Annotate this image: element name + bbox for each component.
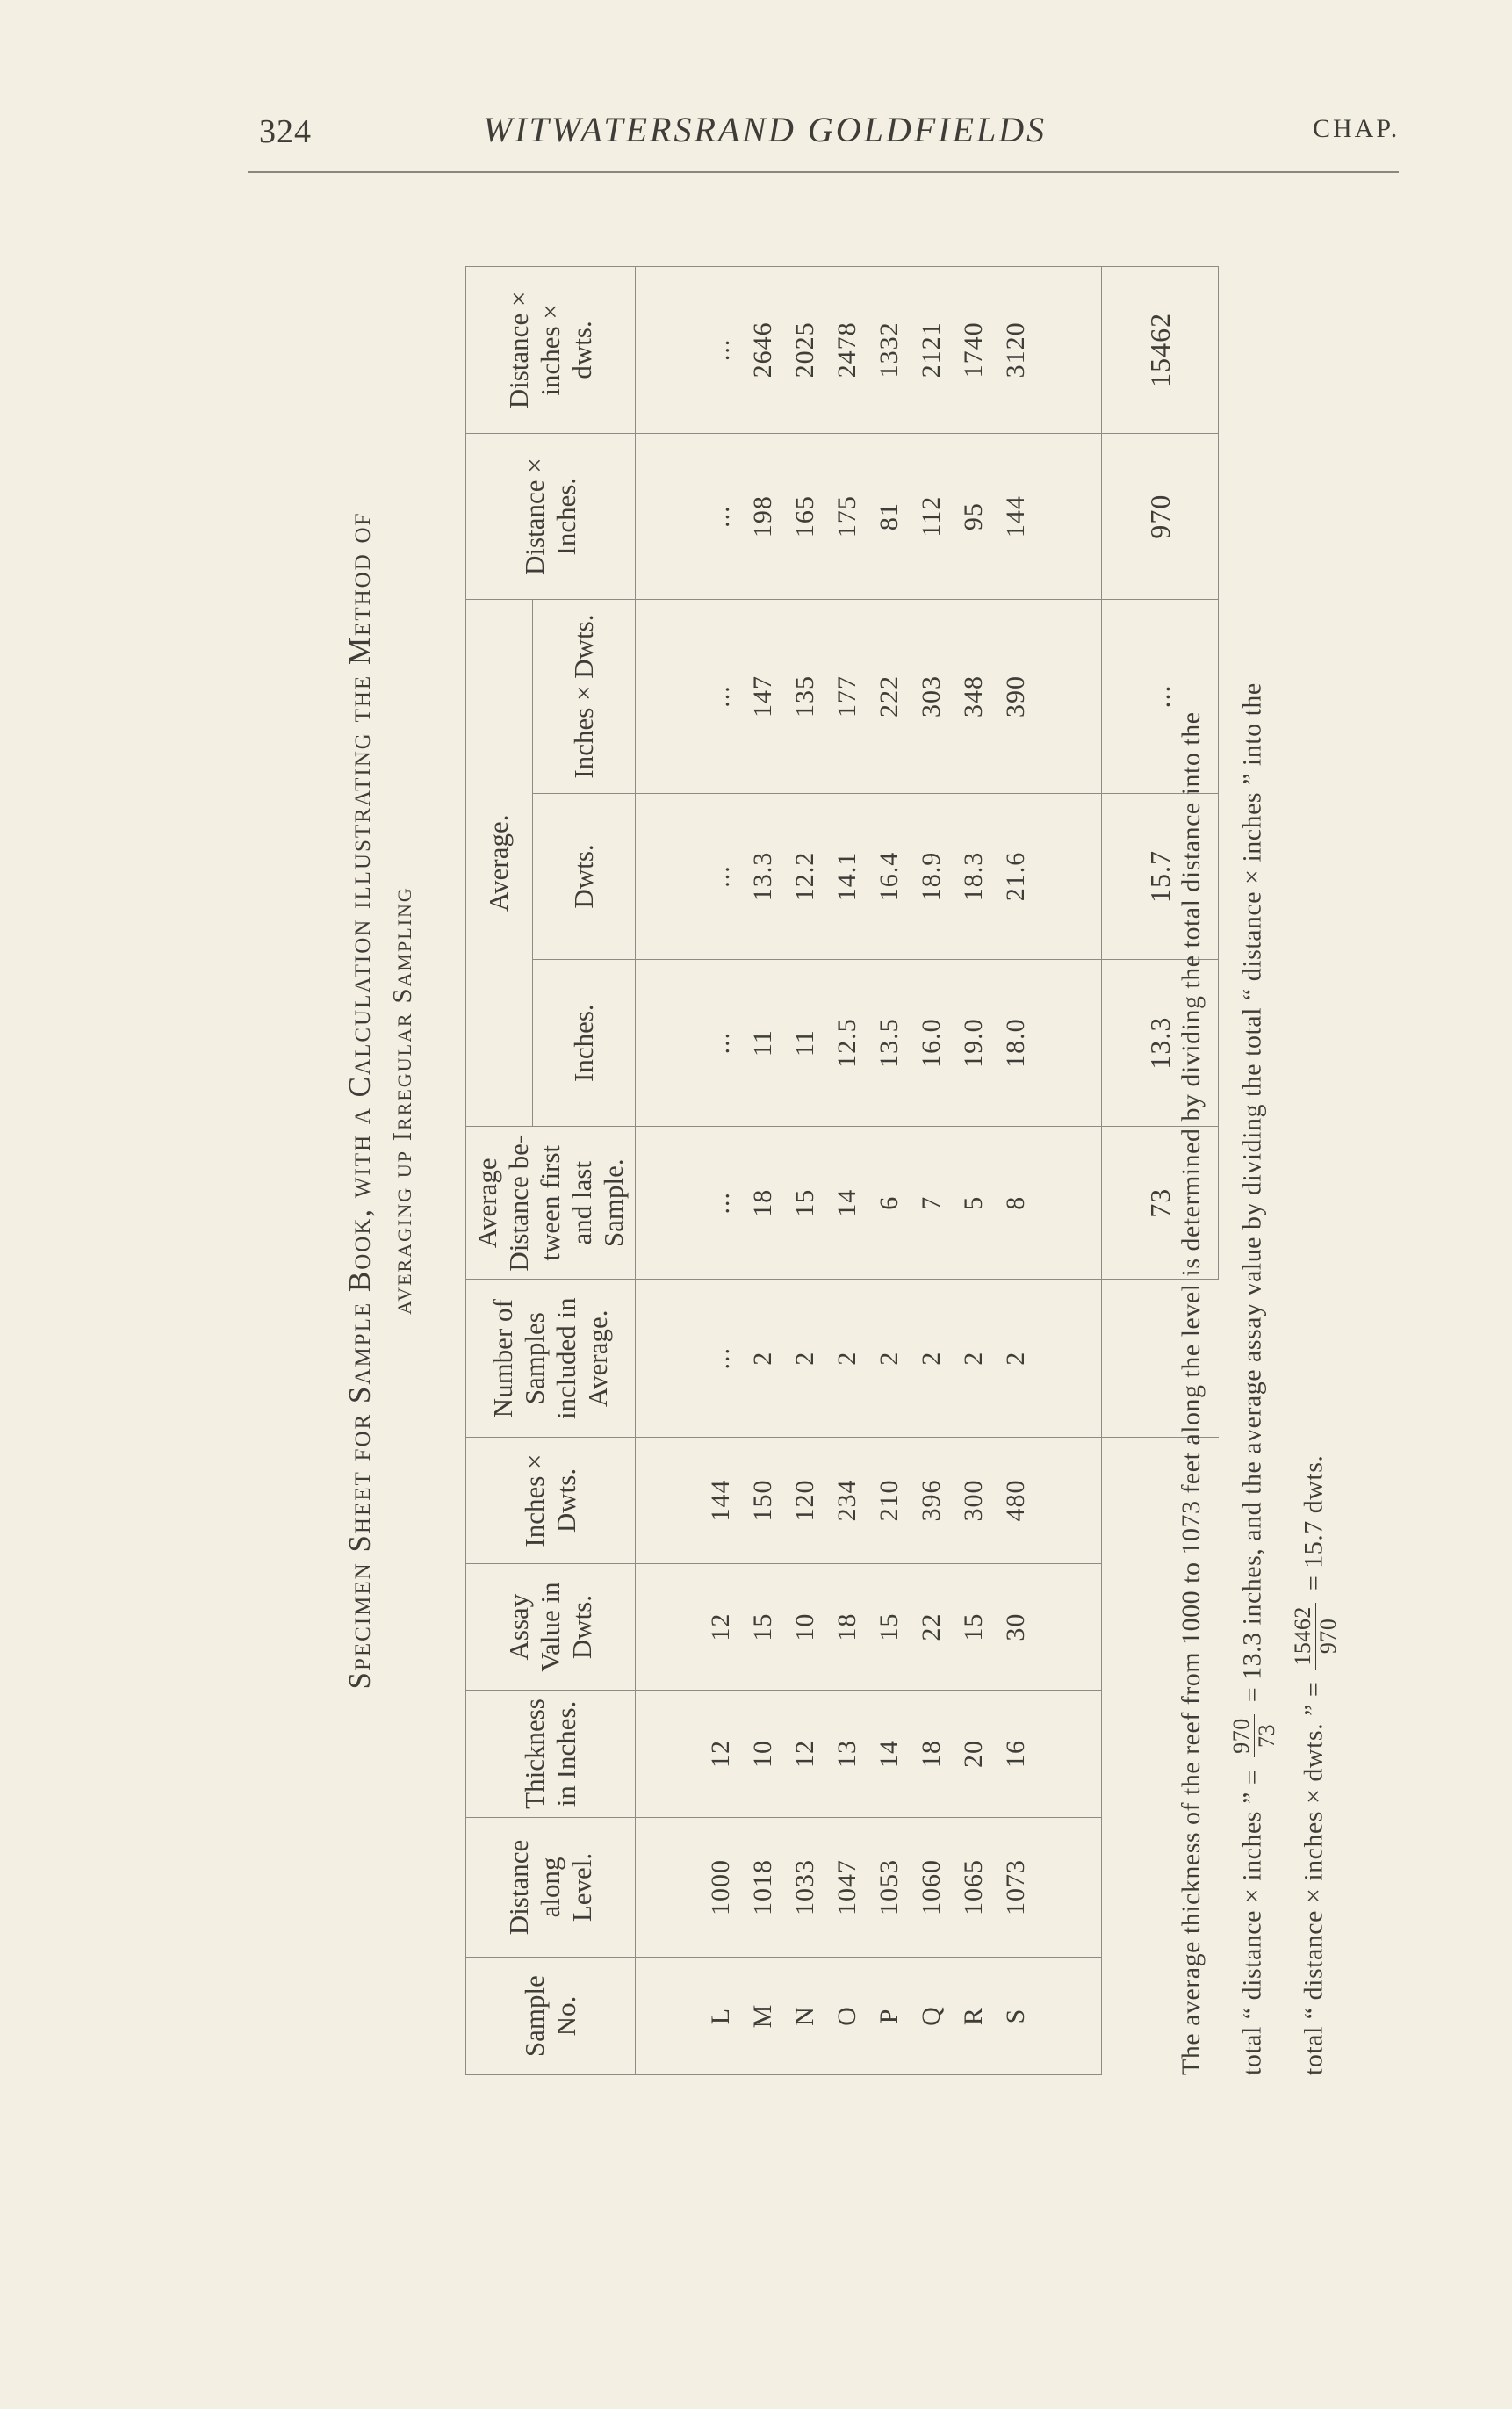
distance-cell: 1000 <box>706 1858 735 1915</box>
header-distance-x-inches-x-dwts: Distance × inches × dwts. <box>466 267 636 434</box>
assay-cell: 15 <box>875 1612 904 1641</box>
inches-x-dwts-cell: 480 <box>1001 1479 1030 1522</box>
sample-no-cell: N <box>790 2006 819 2026</box>
assay-cell: 15 <box>959 1612 988 1641</box>
avg-distance-cell: ... <box>706 1191 735 1215</box>
caption-line-2: averaging up Irregular Sampling <box>386 886 417 1315</box>
avg-inches-cell: 19.0 <box>959 1018 988 1068</box>
distance-x-inches-x-dwts-cell: 2121 <box>917 321 946 379</box>
header-sample-no: Sample No. <box>466 1958 636 2075</box>
num-samples-cell: 2 <box>748 1351 777 1366</box>
avg-distance-cell: 14 <box>832 1188 861 1217</box>
inches-x-dwts-cell: 234 <box>832 1479 861 1522</box>
inches-x-dwts-cell: 396 <box>917 1479 946 1522</box>
avg-dwts-cell: 18.3 <box>959 851 988 902</box>
sample-no-cell: L <box>706 2007 735 2025</box>
thickness-cell: 12 <box>706 1739 735 1768</box>
avg-inches-x-dwts-cell: 303 <box>917 675 946 718</box>
avg-dwts-cell: 21.6 <box>1001 851 1030 902</box>
thickness-cell: 14 <box>875 1739 904 1768</box>
col-distance-along-level <box>636 1817 1102 1957</box>
assay-cell: 30 <box>1001 1612 1030 1641</box>
caption-line-1: Specimen Sheet for Sample Book, with a Calculation illustrating the Method of <box>342 511 377 1690</box>
assay-cell: 10 <box>790 1612 819 1641</box>
header-avg-inches: Inches. <box>532 960 635 1127</box>
avg-distance-cell: 15 <box>790 1188 819 1217</box>
avg-inches-cell: 12.5 <box>832 1018 861 1068</box>
avg-distance-cell: 6 <box>875 1195 904 1210</box>
distance-x-inches-cell: ... <box>706 505 735 528</box>
distance-cell: 1047 <box>832 1858 861 1915</box>
note-line-2-suffix: = 13.3 inches, and the average assay value by dividing the total “ distance × inches ” into the <box>1237 682 1267 1703</box>
avg-distance-cell: 7 <box>917 1195 946 1210</box>
col-distance-x-inches <box>636 433 1102 600</box>
thickness-cell: 18 <box>917 1739 946 1768</box>
header-assay-value: Assay Value in Dwts. <box>466 1564 636 1691</box>
avg-inches-x-dwts-cell: 348 <box>959 675 988 718</box>
fraction-denominator: 73 <box>1254 1724 1279 1749</box>
header-average-group: Average. <box>466 600 533 1127</box>
avg-inches-x-dwts-cell: 222 <box>875 675 904 718</box>
distance-x-inches-x-dwts-cell: 2478 <box>832 321 861 379</box>
assay-cell: 22 <box>917 1612 946 1641</box>
distance-x-inches-cell: 81 <box>875 502 904 531</box>
avg-dwts-cell: 13.3 <box>748 851 777 902</box>
avg-inches-cell: 16.0 <box>917 1018 946 1068</box>
note-line-2-prefix: total “ distance × inches ” = <box>1237 1769 1267 2075</box>
inches-x-dwts-cell: 120 <box>790 1479 819 1522</box>
distance-x-inches-cell: 175 <box>832 495 861 538</box>
note-line-2 <box>1229 231 1279 2075</box>
note-line-3-prefix: total “ distance × inches × dwts. ” = <box>1299 1681 1328 2075</box>
distance-cell: 1073 <box>1001 1858 1030 1915</box>
thickness-cell: 13 <box>832 1739 861 1768</box>
col-average-distance <box>636 1126 1102 1279</box>
sample-no-cell: O <box>832 2006 861 2026</box>
num-samples-cell: 2 <box>917 1351 946 1366</box>
distance-cell: 1018 <box>748 1858 777 1915</box>
avg-inches-cell: 11 <box>748 1029 777 1057</box>
thickness-cell: 20 <box>959 1739 988 1768</box>
distance-x-inches-x-dwts-cell: 1332 <box>875 321 904 379</box>
note-line-3 <box>1291 231 1341 2075</box>
col-inches-x-dwts <box>636 1438 1102 1564</box>
num-samples-cell: 2 <box>1001 1351 1030 1366</box>
page-number: 324 <box>259 113 312 150</box>
total-distance-x-inches-x-dwts: 15462 <box>1102 267 1219 434</box>
total-avg-inches: 13.3 <box>1102 960 1219 1127</box>
avg-dwts-cell: ... <box>706 865 735 888</box>
note-line-3-suffix: = 15.7 dwts. <box>1299 1454 1328 1591</box>
avg-dwts-cell: 18.9 <box>917 851 946 902</box>
running-title: WITWATERSRAND GOLDFIELDS <box>483 110 1048 149</box>
note-line-1: The average thickness of the reef from 1000 to 1073 feet along the level is determined by dividing the total distance into the <box>1177 711 1206 2075</box>
total-avg-inches-x-dwts: ... <box>1102 600 1219 793</box>
num-samples-cell: ... <box>706 1346 735 1370</box>
avg-inches-cell: 18.0 <box>1001 1018 1030 1068</box>
distance-cell: 1060 <box>917 1858 946 1915</box>
fraction-numerator: 970 <box>1229 1714 1255 1757</box>
inches-x-dwts-cell: 300 <box>959 1479 988 1522</box>
total-distance-x-inches: 970 <box>1102 433 1219 600</box>
fraction-numerator: 15462 <box>1291 1603 1316 1670</box>
sample-no-cell: Q <box>917 2006 946 2026</box>
avg-inches-cell: ... <box>706 1031 735 1055</box>
col-avg-inches <box>636 960 1102 1127</box>
total-avg-dwts: 15.7 <box>1102 793 1219 960</box>
thickness-cell: 10 <box>748 1739 777 1768</box>
inches-x-dwts-cell: 150 <box>748 1479 777 1522</box>
distance-x-inches-x-dwts-cell: 1740 <box>959 321 988 379</box>
avg-inches-cell: 11 <box>790 1029 819 1057</box>
header-avg-dwts: Dwts. <box>532 793 635 960</box>
avg-distance-cell: 5 <box>959 1195 988 1210</box>
distance-x-inches-cell: 112 <box>917 495 946 537</box>
col-sample-no <box>636 1958 1102 2075</box>
distance-x-inches-cell: 198 <box>748 495 777 538</box>
distance-cell: 1033 <box>790 1858 819 1915</box>
fraction <box>1291 1603 1341 1670</box>
fraction-denominator: 970 <box>1315 1618 1341 1655</box>
avg-dwts-cell: 16.4 <box>875 851 904 902</box>
distance-cell: 1065 <box>959 1858 988 1915</box>
inches-x-dwts-cell: 144 <box>706 1479 735 1522</box>
sample-no-cell: P <box>875 2008 904 2024</box>
thickness-cell: 12 <box>790 1739 819 1768</box>
col-avg-inches-x-dwts <box>636 600 1102 793</box>
avg-inches-x-dwts-cell: 147 <box>748 675 777 718</box>
col-thickness <box>636 1691 1102 1818</box>
inches-x-dwts-cell: 210 <box>875 1479 904 1522</box>
total-avg-distance: 73 <box>1102 1126 1219 1279</box>
col-avg-dwts <box>636 793 1102 960</box>
avg-distance-cell: 8 <box>1001 1195 1030 1210</box>
assay-cell: 15 <box>748 1612 777 1641</box>
avg-inches-x-dwts-cell: ... <box>706 685 735 708</box>
distance-cell: 1053 <box>875 1858 904 1915</box>
sample-sheet-table <box>465 266 1219 2075</box>
distance-x-inches-cell: 95 <box>959 502 988 531</box>
table-data-row <box>636 267 1102 2075</box>
num-samples-cell: 2 <box>832 1351 861 1366</box>
header-distance-along-level: Distance along Level. <box>466 1817 636 1957</box>
distance-x-inches-cell: 144 <box>1001 495 1030 538</box>
header-inches-x-dwts: Inches × Dwts. <box>466 1438 636 1564</box>
sample-no-cell: R <box>959 2007 988 2026</box>
avg-inches-x-dwts-cell: 390 <box>1001 675 1030 718</box>
chapter-label: CHAP. <box>1313 114 1400 143</box>
header-thickness: Thickness in Inches. <box>466 1691 636 1818</box>
distance-x-inches-x-dwts-cell: 3120 <box>1001 321 1030 379</box>
header-distance-x-inches: Distance × Inches. <box>466 433 636 600</box>
header-average-distance: Average Distance be- tween first and last Sample. <box>466 1126 636 1279</box>
num-samples-cell: 2 <box>875 1351 904 1366</box>
col-assay-value <box>636 1564 1102 1691</box>
header-number-of-samples: Number of Samples included in Average. <box>466 1280 636 1438</box>
distance-x-inches-x-dwts-cell: ... <box>706 338 735 362</box>
fraction <box>1229 1714 1279 1757</box>
num-samples-cell: 2 <box>790 1351 819 1366</box>
avg-inches-x-dwts-cell: 177 <box>832 675 861 718</box>
avg-dwts-cell: 12.2 <box>790 851 819 902</box>
header-avg-inches-x-dwts: Inches × Dwts. <box>532 600 635 793</box>
assay-cell: 12 <box>706 1612 735 1641</box>
sample-no-cell: S <box>1001 2008 1030 2024</box>
distance-x-inches-x-dwts-cell: 2646 <box>748 321 777 379</box>
col-number-of-samples <box>636 1280 1102 1438</box>
distance-x-inches-x-dwts-cell: 2025 <box>790 321 819 379</box>
assay-cell: 18 <box>832 1612 861 1641</box>
avg-dwts-cell: 14.1 <box>832 851 861 902</box>
avg-distance-cell: 18 <box>748 1188 777 1217</box>
distance-x-inches-cell: 165 <box>790 495 819 538</box>
col-distance-x-inches-x-dwts <box>636 267 1102 434</box>
thickness-cell: 16 <box>1001 1739 1030 1768</box>
sample-no-cell: M <box>748 2003 777 2029</box>
avg-inches-cell: 13.5 <box>875 1018 904 1068</box>
avg-inches-x-dwts-cell: 135 <box>790 675 819 718</box>
num-samples-cell: 2 <box>959 1351 988 1366</box>
